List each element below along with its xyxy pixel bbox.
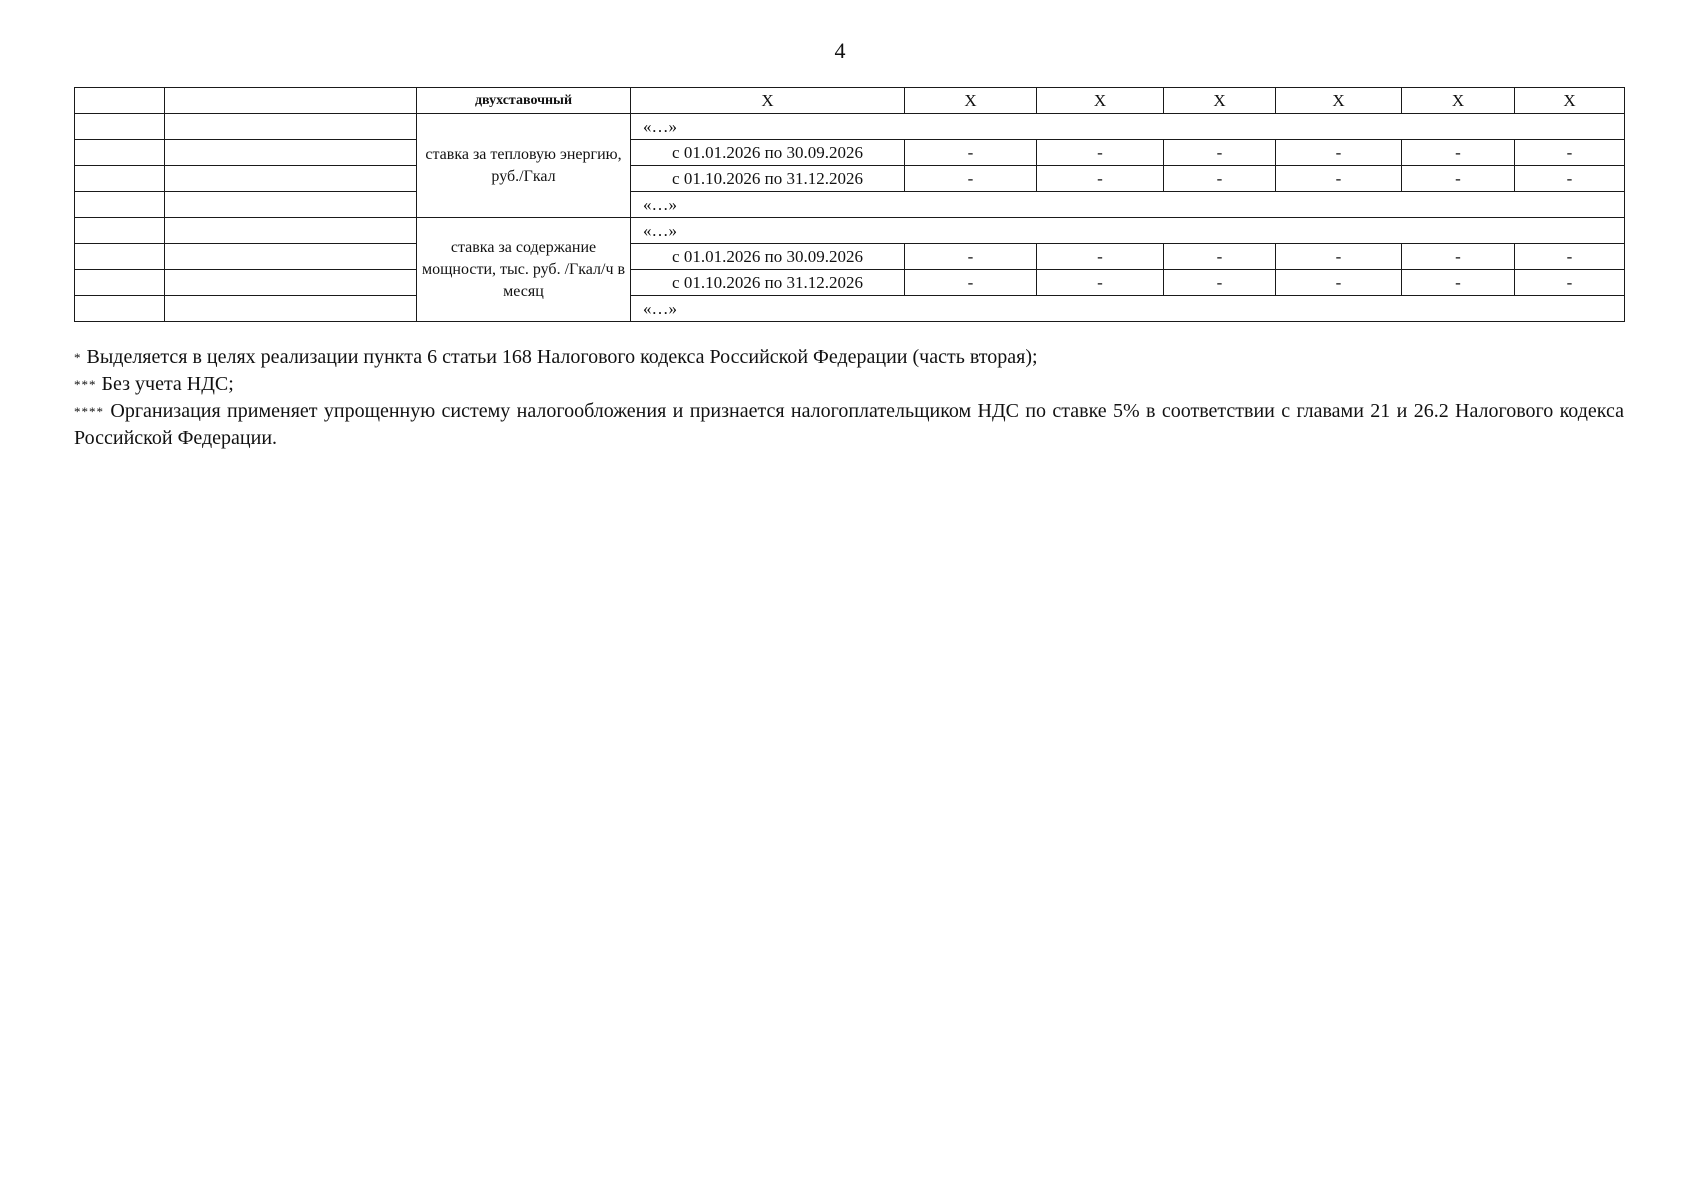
value-cell: - — [1402, 166, 1515, 192]
empty-cell — [75, 114, 165, 140]
table-row — [75, 166, 1625, 192]
table-row — [75, 270, 1625, 296]
table-row — [75, 140, 1625, 166]
rate-label-capacity: ставка за содержание мощности, тыс. руб. /Гкал/ч в месяц — [417, 218, 631, 322]
value-cell: - — [1164, 270, 1276, 296]
empty-cell — [75, 270, 165, 296]
table-row-header — [75, 88, 1625, 114]
tariff-table — [74, 87, 1625, 322]
tariff-type-cell: двухставочный — [417, 88, 631, 114]
table-row — [75, 296, 1625, 322]
value-cell: - — [1276, 270, 1402, 296]
table-row — [75, 192, 1625, 218]
x-cell: Х — [631, 88, 905, 114]
value-cell: - — [1164, 244, 1276, 270]
empty-cell — [75, 140, 165, 166]
footnote-mark: * — [74, 350, 82, 365]
empty-cell — [165, 140, 417, 166]
period-cell: с 01.01.2026 по 30.09.2026 — [631, 140, 905, 166]
footnote-text: Организация применяет упрощенную систему налогообложения и признается налогоплательщиком НДС по ставке 5% в соответствии с главами 21 и 26.2 Налогового кодекса Российской Федерации. — [74, 400, 1625, 449]
value-cell: - — [1276, 244, 1402, 270]
value-cell: - — [1037, 270, 1164, 296]
x-cell: Х — [1515, 88, 1625, 114]
empty-cell — [75, 296, 165, 322]
footnote — [74, 371, 1624, 398]
ellipsis-cell: «…» — [631, 114, 1625, 140]
empty-cell — [165, 88, 417, 114]
empty-cell — [75, 88, 165, 114]
empty-cell — [165, 296, 417, 322]
empty-cell — [165, 218, 417, 244]
period-cell: с 01.10.2026 по 31.12.2026 — [631, 166, 905, 192]
ellipsis-cell: «…» — [631, 192, 1625, 218]
value-cell: - — [1402, 270, 1515, 296]
table-row — [75, 244, 1625, 270]
empty-cell — [75, 192, 165, 218]
period-cell: с 01.01.2026 по 30.09.2026 — [631, 244, 905, 270]
value-cell: - — [1515, 140, 1625, 166]
ellipsis-cell: «…» — [631, 296, 1625, 322]
x-cell: Х — [1402, 88, 1515, 114]
value-cell: - — [1037, 140, 1164, 166]
empty-cell — [165, 166, 417, 192]
footnote-text: Без учета НДС; — [101, 373, 234, 395]
footnote-mark: *** — [74, 377, 97, 392]
value-cell: - — [1402, 244, 1515, 270]
table-row — [75, 218, 1625, 244]
rate-label-heat-energy: ставка за тепловую энергию, руб./Гкал — [417, 114, 631, 218]
value-cell: - — [1515, 270, 1625, 296]
x-cell: Х — [905, 88, 1037, 114]
value-cell: - — [1276, 140, 1402, 166]
value-cell: - — [1515, 166, 1625, 192]
empty-cell — [165, 192, 417, 218]
table-row — [75, 114, 1625, 140]
value-cell: - — [905, 270, 1037, 296]
value-cell: - — [1276, 166, 1402, 192]
footnote-text: Выделяется в целях реализации пункта 6 статьи 168 Налогового кодекса Российской Федерации (часть вторая); — [86, 346, 1038, 368]
value-cell: - — [1037, 166, 1164, 192]
footnote — [74, 398, 1624, 452]
page-number: 4 — [834, 38, 846, 63]
x-cell: Х — [1164, 88, 1276, 114]
value-cell: - — [905, 244, 1037, 270]
value-cell: - — [905, 140, 1037, 166]
x-cell: Х — [1037, 88, 1164, 114]
empty-cell — [75, 218, 165, 244]
footnotes — [74, 344, 1624, 452]
value-cell: - — [1037, 244, 1164, 270]
value-cell: - — [1515, 244, 1625, 270]
empty-cell — [75, 244, 165, 270]
value-cell: - — [1164, 140, 1276, 166]
period-cell: с 01.10.2026 по 31.12.2026 — [631, 270, 905, 296]
empty-cell — [165, 114, 417, 140]
empty-cell — [165, 244, 417, 270]
ellipsis-cell: «…» — [631, 218, 1625, 244]
value-cell: - — [1164, 166, 1276, 192]
empty-cell — [165, 270, 417, 296]
value-cell: - — [905, 166, 1037, 192]
x-cell: Х — [1276, 88, 1402, 114]
footnote-mark: **** — [74, 404, 104, 419]
empty-cell — [75, 166, 165, 192]
value-cell: - — [1402, 140, 1515, 166]
footnote — [74, 344, 1624, 371]
